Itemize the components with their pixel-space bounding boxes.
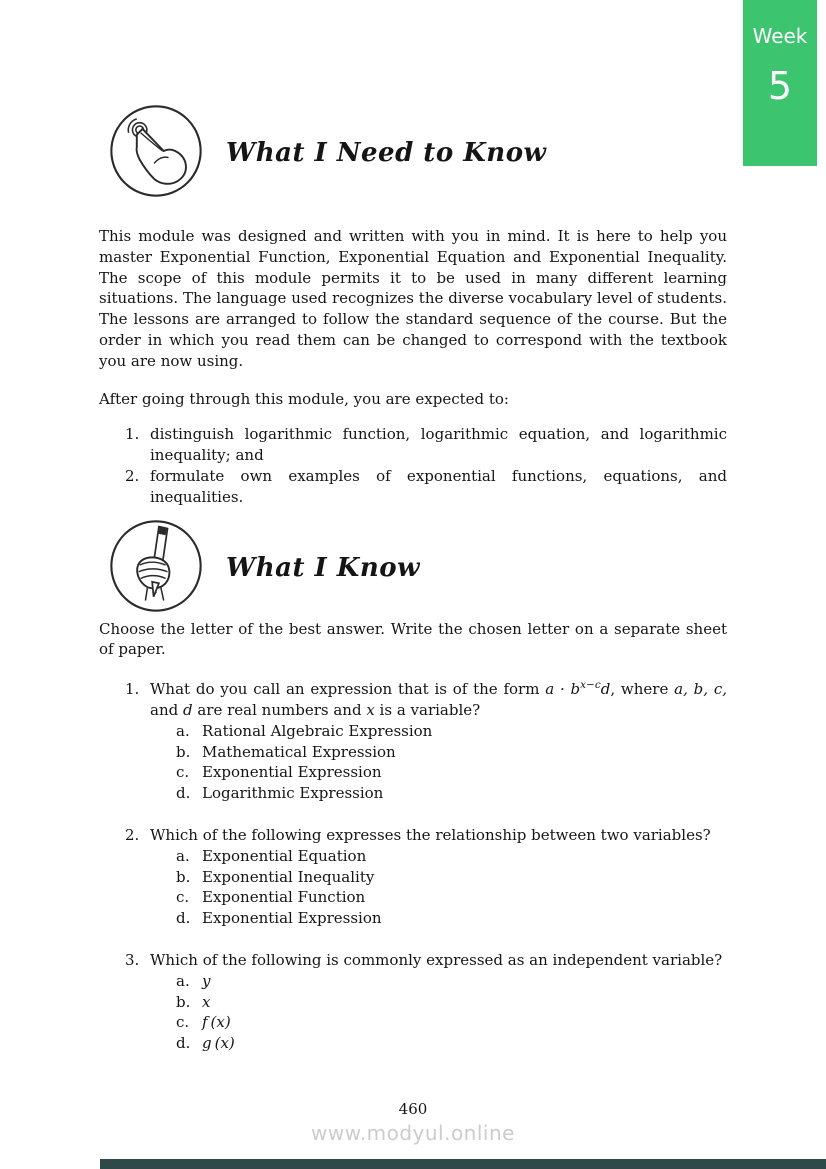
option-letter: a. — [176, 721, 190, 740]
question-block — [99, 825, 727, 929]
text-segment: x — [366, 700, 375, 719]
question-prompt — [99, 950, 727, 971]
text-segment: x — [202, 992, 211, 1011]
option-text — [202, 721, 432, 742]
option-letter: c. — [176, 888, 190, 907]
answer-option — [99, 887, 727, 908]
answer-option — [99, 1033, 727, 1054]
question-number: 2. — [125, 825, 140, 844]
question-prompt — [99, 825, 727, 846]
answer-option — [99, 1012, 727, 1033]
question-options — [99, 846, 727, 929]
option-letter: d. — [176, 1034, 191, 1053]
option-text — [202, 1012, 231, 1033]
text-segment: is a variable? — [374, 700, 481, 719]
option-letter: c. — [176, 1013, 190, 1032]
text-segment: g (x) — [202, 1034, 235, 1053]
section-title: What I Know — [226, 552, 420, 583]
text-segment: are real numbers and — [192, 700, 367, 719]
question-number: 1. — [125, 680, 140, 699]
question-number: 3. — [125, 950, 140, 969]
question-text — [150, 679, 727, 721]
option-text — [202, 783, 383, 804]
objectives-list — [99, 424, 727, 507]
text-segment: , where — [610, 680, 675, 699]
objective-number: 1. — [125, 425, 140, 444]
section-header-what-i-need-to-know — [108, 105, 727, 201]
text-segment: f (x) — [202, 1013, 231, 1032]
text-segment: Exponential Inequality — [202, 867, 375, 886]
option-letter: a. — [176, 971, 190, 990]
answer-option — [99, 846, 727, 867]
objective-text: formulate own examples of exponential functions, equations, and inequalities. — [150, 466, 727, 506]
text-segment: Exponential Expression — [202, 763, 382, 782]
section-title: What I Need to Know — [226, 138, 547, 168]
text-segment: a · b — [545, 680, 581, 699]
week-badge — [743, 0, 817, 166]
option-letter: b. — [176, 867, 191, 886]
option-letter: b. — [176, 992, 191, 1011]
answer-option — [99, 867, 727, 888]
answer-option — [99, 971, 727, 992]
question-options — [99, 721, 727, 804]
option-letter: b. — [176, 742, 191, 761]
answer-option — [99, 783, 727, 804]
text-segment: y — [202, 971, 211, 990]
answer-option — [99, 908, 727, 929]
question-text — [150, 825, 727, 846]
week-badge-label: Week — [752, 24, 808, 48]
option-letter: c. — [176, 763, 190, 782]
option-text — [202, 887, 365, 908]
answer-option — [99, 742, 727, 763]
question-block — [99, 950, 727, 1054]
text-segment: Which of the following is commonly expressed as an independent variable? — [150, 950, 723, 969]
bottom-bar — [100, 1159, 826, 1169]
option-text — [202, 762, 382, 783]
option-text — [202, 867, 374, 888]
option-letter: d. — [176, 909, 191, 928]
text-segment: What do you call an expression that is of the form — [150, 680, 546, 699]
objective-number: 2. — [125, 466, 140, 485]
text-segment: Exponential Equation — [202, 846, 367, 865]
objective-text: distinguish logarithmic function, logarithmic equation, and logarithmic inequality; and — [150, 425, 727, 465]
objective-item — [99, 466, 727, 508]
touch-hand-icon — [108, 103, 204, 203]
text-segment: x−c — [580, 679, 601, 692]
week-badge-number: 5 — [767, 64, 793, 108]
option-text — [202, 742, 396, 763]
text-segment: Mathematical Expression — [202, 742, 396, 761]
section-header-what-i-know — [108, 520, 727, 616]
objective-item — [99, 424, 727, 466]
question-prompt — [99, 679, 727, 721]
text-segment: Which of the following expresses the relationship between two variables? — [150, 825, 711, 844]
text-segment: a, b, c, — [674, 680, 727, 699]
answer-option — [99, 992, 727, 1013]
option-letter: d. — [176, 784, 191, 803]
text-segment: Exponential Expression — [202, 909, 382, 928]
option-text — [202, 846, 366, 867]
objectives-intro: After going through this module, you are expected to: — [99, 389, 509, 408]
questions-list — [99, 679, 727, 1054]
answer-option — [99, 721, 727, 742]
text-segment: Rational Algebraic Expression — [202, 721, 433, 740]
option-text — [202, 992, 210, 1013]
text-segment: and — [150, 700, 183, 719]
question-text — [150, 950, 727, 971]
intro-paragraph: This module was designed and written with you in mind. It is here to help you master Exponential Function, Exponential Equation and Exponential Inequality. The scope of this module permits it to be used in many different learning situations. The language used recognizes the diverse vocabulary level of students. The lessons are arranged to follow the standard sequence of the course. But the order in which you read them can be changed to correspond with the textbook you are now using. — [99, 227, 727, 370]
test-instructions: Choose the letter of the best answer. Write the chosen letter on a separate sheet of paper. — [99, 619, 727, 659]
text-segment: Logarithmic Expression — [202, 784, 384, 803]
page-number: 460 — [398, 1100, 428, 1118]
text-segment: d — [600, 680, 611, 699]
option-text — [202, 908, 382, 929]
text-segment: Exponential Function — [202, 888, 366, 907]
option-letter: a. — [176, 846, 190, 865]
hand-holding-pencil-icon — [108, 518, 204, 618]
option-text — [202, 971, 210, 992]
question-block — [99, 679, 727, 804]
watermark-text: www.modyul.online — [311, 1121, 515, 1145]
text-segment: d — [182, 700, 193, 719]
option-text — [202, 1033, 235, 1054]
question-options — [99, 971, 727, 1054]
answer-option — [99, 762, 727, 783]
